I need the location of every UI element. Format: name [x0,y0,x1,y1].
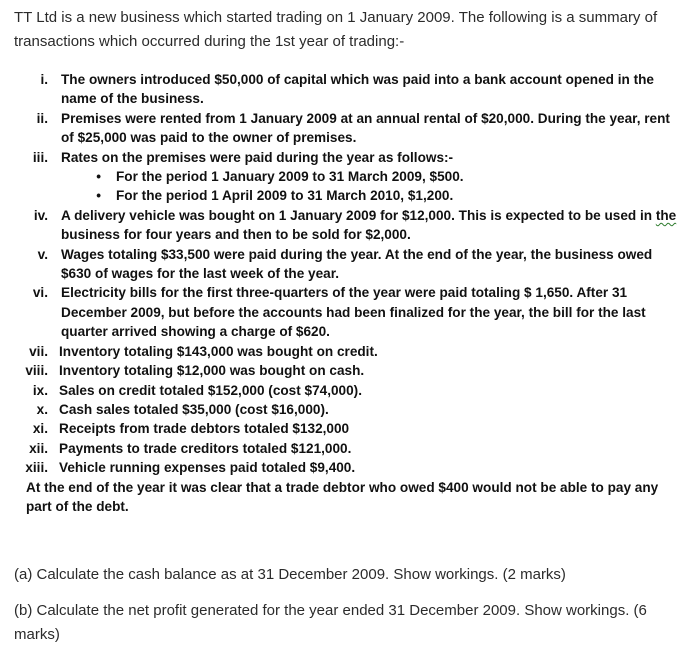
item-text: Payments to trade creditors totaled $121,000. [59,440,352,456]
list-item [0,70,696,109]
item-number: x. [36,401,48,417]
list-item [0,186,696,205]
item-number: ix. [32,382,48,398]
item-text-part: A delivery vehicle was bought on 1 January 2009 for $12,000. This is expected to be used in [61,207,656,223]
bad-debt-note: At the end of the year it was clear that a trade debtor who owed $400 would not be able to pay any part of the debt. [26,479,659,514]
item-number: iii. [32,149,48,165]
item-text: Cash sales totaled $35,000 (cost $16,000). [59,401,329,417]
item-text: Wages totaling $33,500 were paid during the year. At the end of the year, the business owed $630 of wages for the last week of the year. [61,246,653,282]
item-number: xi. [32,421,48,437]
item-number: xiii. [25,460,48,476]
rates-bullet-list [0,167,696,206]
item-text-part: business for four years and then to be sold for $2,000. [61,227,411,243]
bullet-icon: • [96,188,101,204]
question-a: (a) Calculate the cash balance as at 31 December 2009. Show workings. (2 marks) [14,566,566,583]
list-item [0,109,696,148]
item-text [61,206,696,245]
list-item [0,419,696,438]
list-item [0,245,696,284]
item-number: vi. [32,285,48,301]
list-item [0,283,696,341]
list-item [0,400,696,419]
item-number: xii. [29,440,48,456]
bullet-icon: • [96,169,101,185]
list-item [0,439,696,458]
item-number: i. [40,72,48,87]
item-text: Vehicle running expenses paid totaled $9,400. [59,460,356,476]
item-text: Inventory totaling $12,000 was bought on cash. [59,363,365,379]
item-text: The owners introduced $50,000 of capital which was paid into a bank account opened in the name of the business. [61,72,654,107]
list-item [0,148,696,167]
transactions-list [0,70,696,516]
item-number: iv. [33,207,48,223]
list-item [0,458,696,477]
item-number: v. [37,246,48,262]
item-text: Electricity bills for the first three-quarters of the year were paid totaling $ 1,650. After 31 December 2009, but before the accounts had been finalized for the year, the bill for the last quarter arrived showing a charge of $620. [61,285,646,340]
item-text: Inventory totaling $143,000 was bought on credit. [59,343,378,359]
list-item [0,167,696,186]
bullet-text: For the period 1 April 2009 to 31 March 2010, $1,200. [116,188,454,204]
question-b: (b) Calculate the net profit generated for the year ended 31 December 2009. Show workings. (6 marks) [14,602,647,643]
list-item [0,342,696,361]
item-text: Rates on the premises were paid during the year as follows:- [61,149,454,165]
bullet-text: For the period 1 January 2009 to 31 March 2009, $500. [116,169,464,185]
list-item [0,206,696,245]
spellcheck-squiggle-word: the [655,207,677,223]
list-item [0,361,696,380]
intro-paragraph: TT Ltd is a new business which started trading on 1 January 2009. The following is a summary of transactions which occurred during the 1st year of trading:- [14,9,658,50]
item-text: Receipts from trade debtors totaled $132,000 [59,421,350,437]
item-text: Premises were rented from 1 January 2009 at an annual rental of $20,000. During the year, rent of $25,000 was paid to the owner of premises. [61,110,670,146]
item-number: vii. [29,343,48,359]
item-text: Sales on credit totaled $152,000 (cost $74,000). [59,382,362,398]
list-item [0,381,696,400]
item-number: viii. [25,363,48,379]
item-number: ii. [36,110,48,126]
